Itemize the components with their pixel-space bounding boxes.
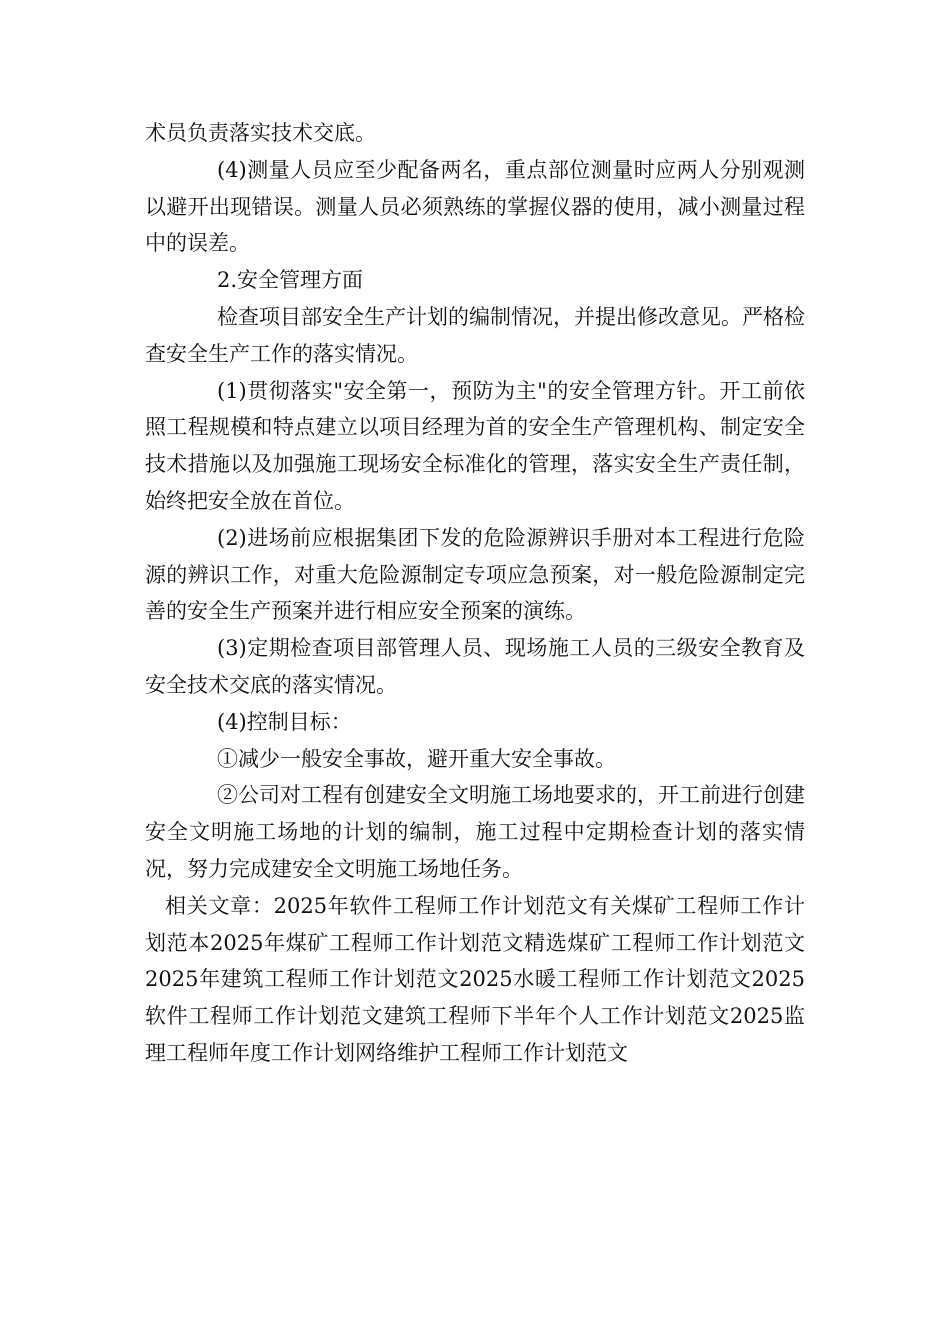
paragraph-7: (3)定期检查项目部管理人员、现场施工人员的三级安全教育及安全技术交底的落实情况。 xyxy=(145,636,805,697)
paragraph-10: ②公司对工程有创建安全文明施工场地要求的，开工前进行创建安全文明施工场地的计划的编制，施工过程中定期检查计划的落实情况，努力完成建安全文明施工场地任务。 xyxy=(145,783,805,881)
paragraph-9: ①减少一般安全事故，避开重大安全事故。 xyxy=(217,746,616,771)
paragraph-4: 检查项目部安全生产计划的编制情况，并提出修改意见。严格检查安全生产工作的落实情况。 xyxy=(145,304,805,366)
paragraph-8: (4)控制目标： xyxy=(217,709,352,734)
paragraph-1: 术员负责落实技术交底。 xyxy=(145,121,376,145)
related-articles: 相关文章：2025年软件工程师工作计划范文有关煤矿工程师工作计划范本2025年煤矿工程师工作计划范文精选煤矿工程师工作计划范文2025年建筑工程师工作计划范文2025水暖工程师工作计划范文2025软件工程师工作计划范文建筑工程师下半年个人工作计划范文2025监理工程师年度工作计划网络维护工程师工作计划范文 xyxy=(145,893,805,1065)
section-heading-safety: 2.安全管理方面 xyxy=(217,268,364,293)
paragraph-6: (2)进场前应根据集团下发的危险源辨识手册对本工程进行危险源的辨识工作，对重大危险源制定专项应急预案，对一般危险源制定完善的安全生产预案并进行相应安全预案的演练。 xyxy=(145,525,805,624)
paragraph-5: (1)贯彻落实"安全第一，预防为主"的安全管理方针。开工前依照工程规模和特点建立以项目经理为首的安全生产管理机构、制定安全技术措施以及加强施工现场安全标准化的管理，落实安全生产责任制，始终把安全放在首位。 xyxy=(145,378,805,513)
paragraph-2: (4)测量人员应至少配备两名，重点部位测量时应两人分别观测以避开出现错误。测量人员必须熟练的掌握仪器的使用，减小测量过程中的误差。 xyxy=(145,157,805,256)
document-body xyxy=(145,115,805,1072)
